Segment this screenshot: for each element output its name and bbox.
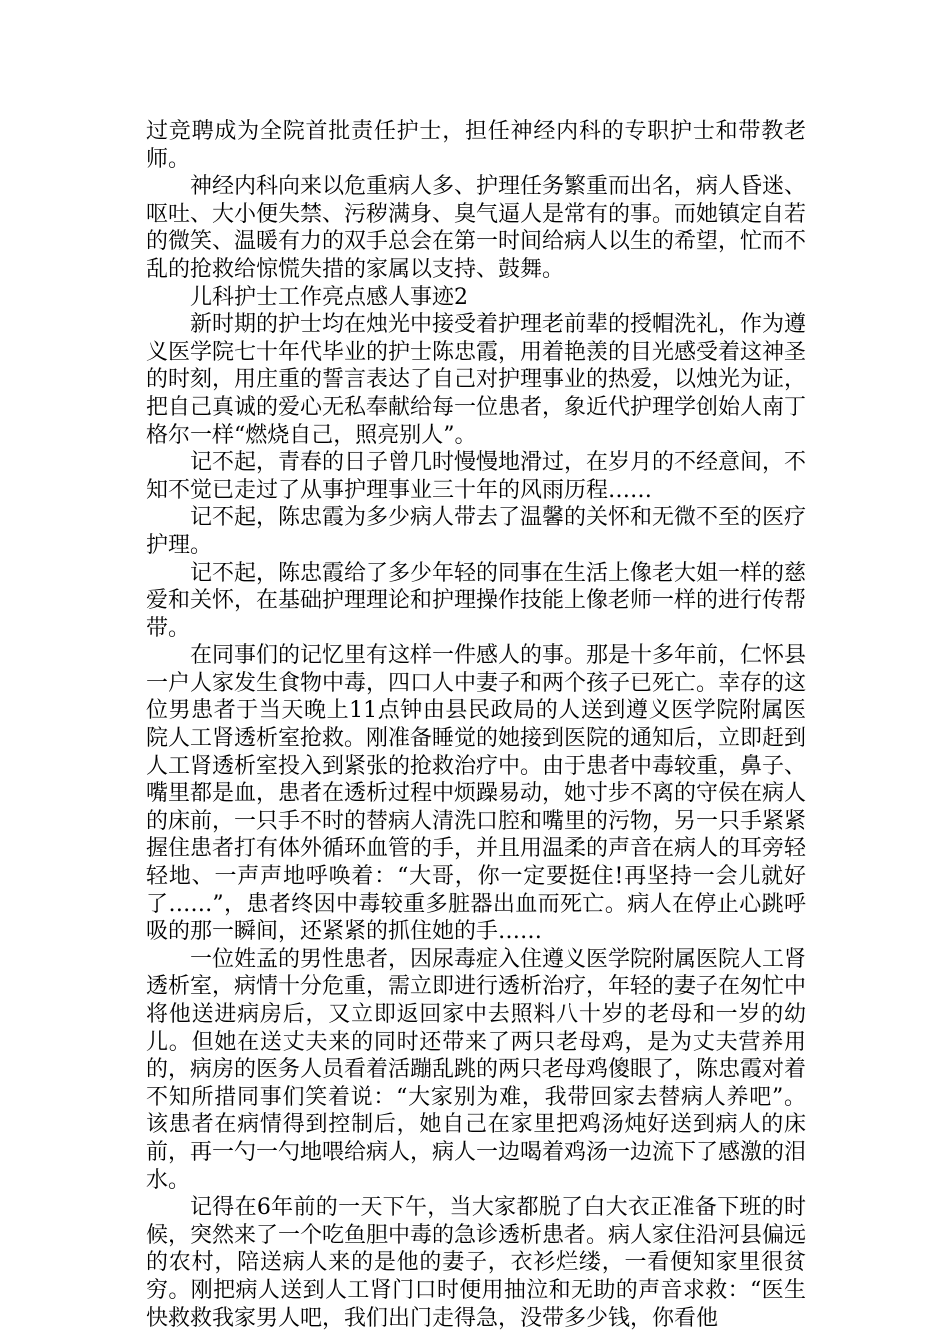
- paragraph-neurology: 神经内科向来以危重病人多、护理任务繁重而出名，病人昏迷、呕吐、大小便失禁、污秽满身、臭气逼人是常有的事。而她镇定自若的微笑、温暖有力的双手总会在第一时间给病人以生的希望，忙而不乱的抢救给惊慌失措的家属以支持、鼓舞。: [146, 174, 807, 282]
- paragraph-cannot-remember-colleagues: 记不起，陈忠霞给了多少年轻的同事在生活上像老大姐一样的慈爱和关怀，在基础护理理论和护理操作技能上像老师一样的进行传帮带。: [146, 560, 807, 641]
- paragraph-cannot-remember-patients: 记不起，陈忠霞为多少病人带去了温馨的关怀和无微不至的医疗护理。: [146, 505, 807, 558]
- paragraph-uremia-patient: 一位姓孟的男性患者，因尿毒症入住遵义医学院附属医院人工肾透析室，病情十分危重，需立即进行透析治疗，年轻的妻子在匆忙中将他送进病房后，又立即返回家中去照料八十岁的老母和一岁的幼儿。但她在送丈夫来的同时还带来了两只老母鸡，是为丈夫营养用的，病房的医务人员看着活蹦乱跳的两只老母鸡傻眼了，陈忠霞对着不知所措同事们笑着说：“大家别为难，我带回家去替病人养吧”。该患者在病情得到控制后，她自己在家里把鸡汤炖好送到病人的床前，再一勺一勺地喂给病人，病人一边喝着鸡汤一边流下了感激的泪水。: [146, 946, 807, 1193]
- paragraph-continued: 过竞聘成为全院首批责任护士，担任神经内科的专职护士和带教老师。: [146, 119, 806, 172]
- paragraph-cannot-remember-youth: 记不起，青春的日子曾几时慢慢地滑过，在岁月的不经意间，不知不觉已走过了从事护理事业三十年的风雨历程……: [146, 450, 807, 503]
- paragraph-capping-ceremony: 新时期的护士均在烛光中接受着护理老前辈的授帽洗礼，作为遵义医学院七十年代毕业的护士陈忠霞，用着艳羡的目光感受着这神圣的时刻，用庄重的誓言表达了自己对护理事业的热爱，以烛光为证，把自己真诚的爱心无私奉献给每一位患者，象近代护理学创始人南丁格尔一样“燃烧自己，照亮别人”。: [146, 312, 807, 448]
- paragraph-fish-gall-patient: 记得在6年前的一天下午，当大家都脱了白大衣正准备下班的时候，突然来了一个吃鱼胆中毒的急诊透析患者。病人家住沿河县偏远的农村，陪送病人来的是他的妻子，衣衫烂缕，一看便知家里很贫穷。刚把病人送到人工肾门口时便用抽泣和无助的声音求救：“医生快救救我家男人吧，我们出门走得急，没带多少钱，你看他: [146, 1195, 807, 1331]
- paragraph-poisoning-story: 在同事们的记忆里有这样一件感人的事。那是十多年前，仁怀县一户人家发生食物中毒，四口人中妻子和两个孩子已死亡。幸存的这位男患者于当天晚上11点钟由县民政局的人送到遵义医学院附属医院人工肾透析室抢救。刚准备睡觉的她接到医院的通知后，立即赶到人工肾透析室投入到紧张的抢救治疗中。由于患者中毒较重，鼻子、嘴里都是血，患者在透析过程中烦躁易动，她寸步不离的守侯在病人的床前，一只手不时的替病人清洗口腔和嘴里的污物，另一只手紧紧握住患者打有体外循环血管的手，并且用温柔的声音在病人的耳旁轻轻地、一声声地呼唤着：“大哥，你一定要挺住!再坚持一会儿就好了……”，患者终因中毒较重多脏器出血而死亡。病人在停止心跳呼吸的那一瞬间，还紧紧的抓住她的手……: [146, 643, 807, 945]
- section-heading: 儿科护士工作亮点感人事迹2: [190, 284, 468, 310]
- document-page: [146, 118, 806, 1332]
